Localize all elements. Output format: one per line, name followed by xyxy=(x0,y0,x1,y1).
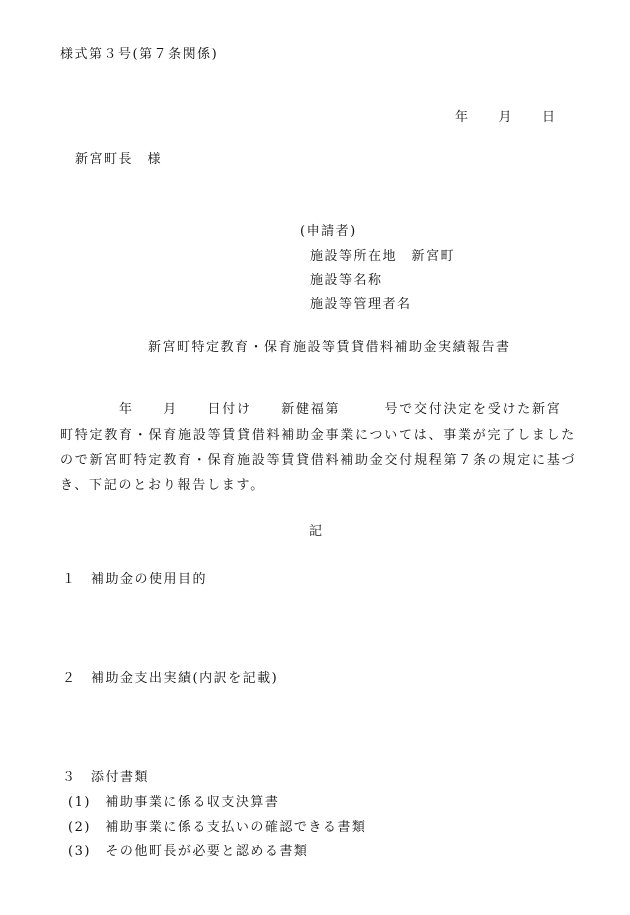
body-line: 年 月 日付け 新健福第 号で交付決定を受けた新宮 xyxy=(60,402,562,417)
section-expenditure: ２ 補助金支出実績(内訳を記載) xyxy=(62,671,279,686)
applicant-facility-name: 施設等名称 xyxy=(310,273,383,288)
date-line: 年 月 日 xyxy=(455,110,557,125)
body-line: き、下記のとおり報告します。 xyxy=(60,478,265,493)
ki-heading: 記 xyxy=(309,524,324,539)
addressee: 新宮町長 様 xyxy=(75,152,163,167)
attachment-item: (1) 補助事業に係る収支決算書 xyxy=(68,795,280,810)
attachment-item: (3) その他町長が必要と認める書類 xyxy=(68,844,309,859)
document-title: 新宮町特定教育・保育施設等賃貸借料補助金実績報告書 xyxy=(148,340,511,355)
applicant-heading: (申請者) xyxy=(300,224,357,239)
applicant-address: 施設等所在地 新宮町 xyxy=(310,249,456,264)
body-line: ので新宮町特定教育・保育施設等賃貸借料補助金交付規程第７条の規定に基づ xyxy=(60,453,577,468)
section-purpose: １ 補助金の使用目的 xyxy=(62,572,208,587)
attachment-item: (2) 補助事業に係る支払いの確認できる書類 xyxy=(68,820,367,835)
body-line: 町特定教育・保育施設等賃貸借料補助金事業については、事業が完了しました xyxy=(60,428,576,443)
applicant-manager-name: 施設等管理者名 xyxy=(310,297,412,312)
form-number: 様式第３号(第７条関係) xyxy=(60,47,219,62)
section-attachments: ３ 添付書類 xyxy=(62,770,150,785)
